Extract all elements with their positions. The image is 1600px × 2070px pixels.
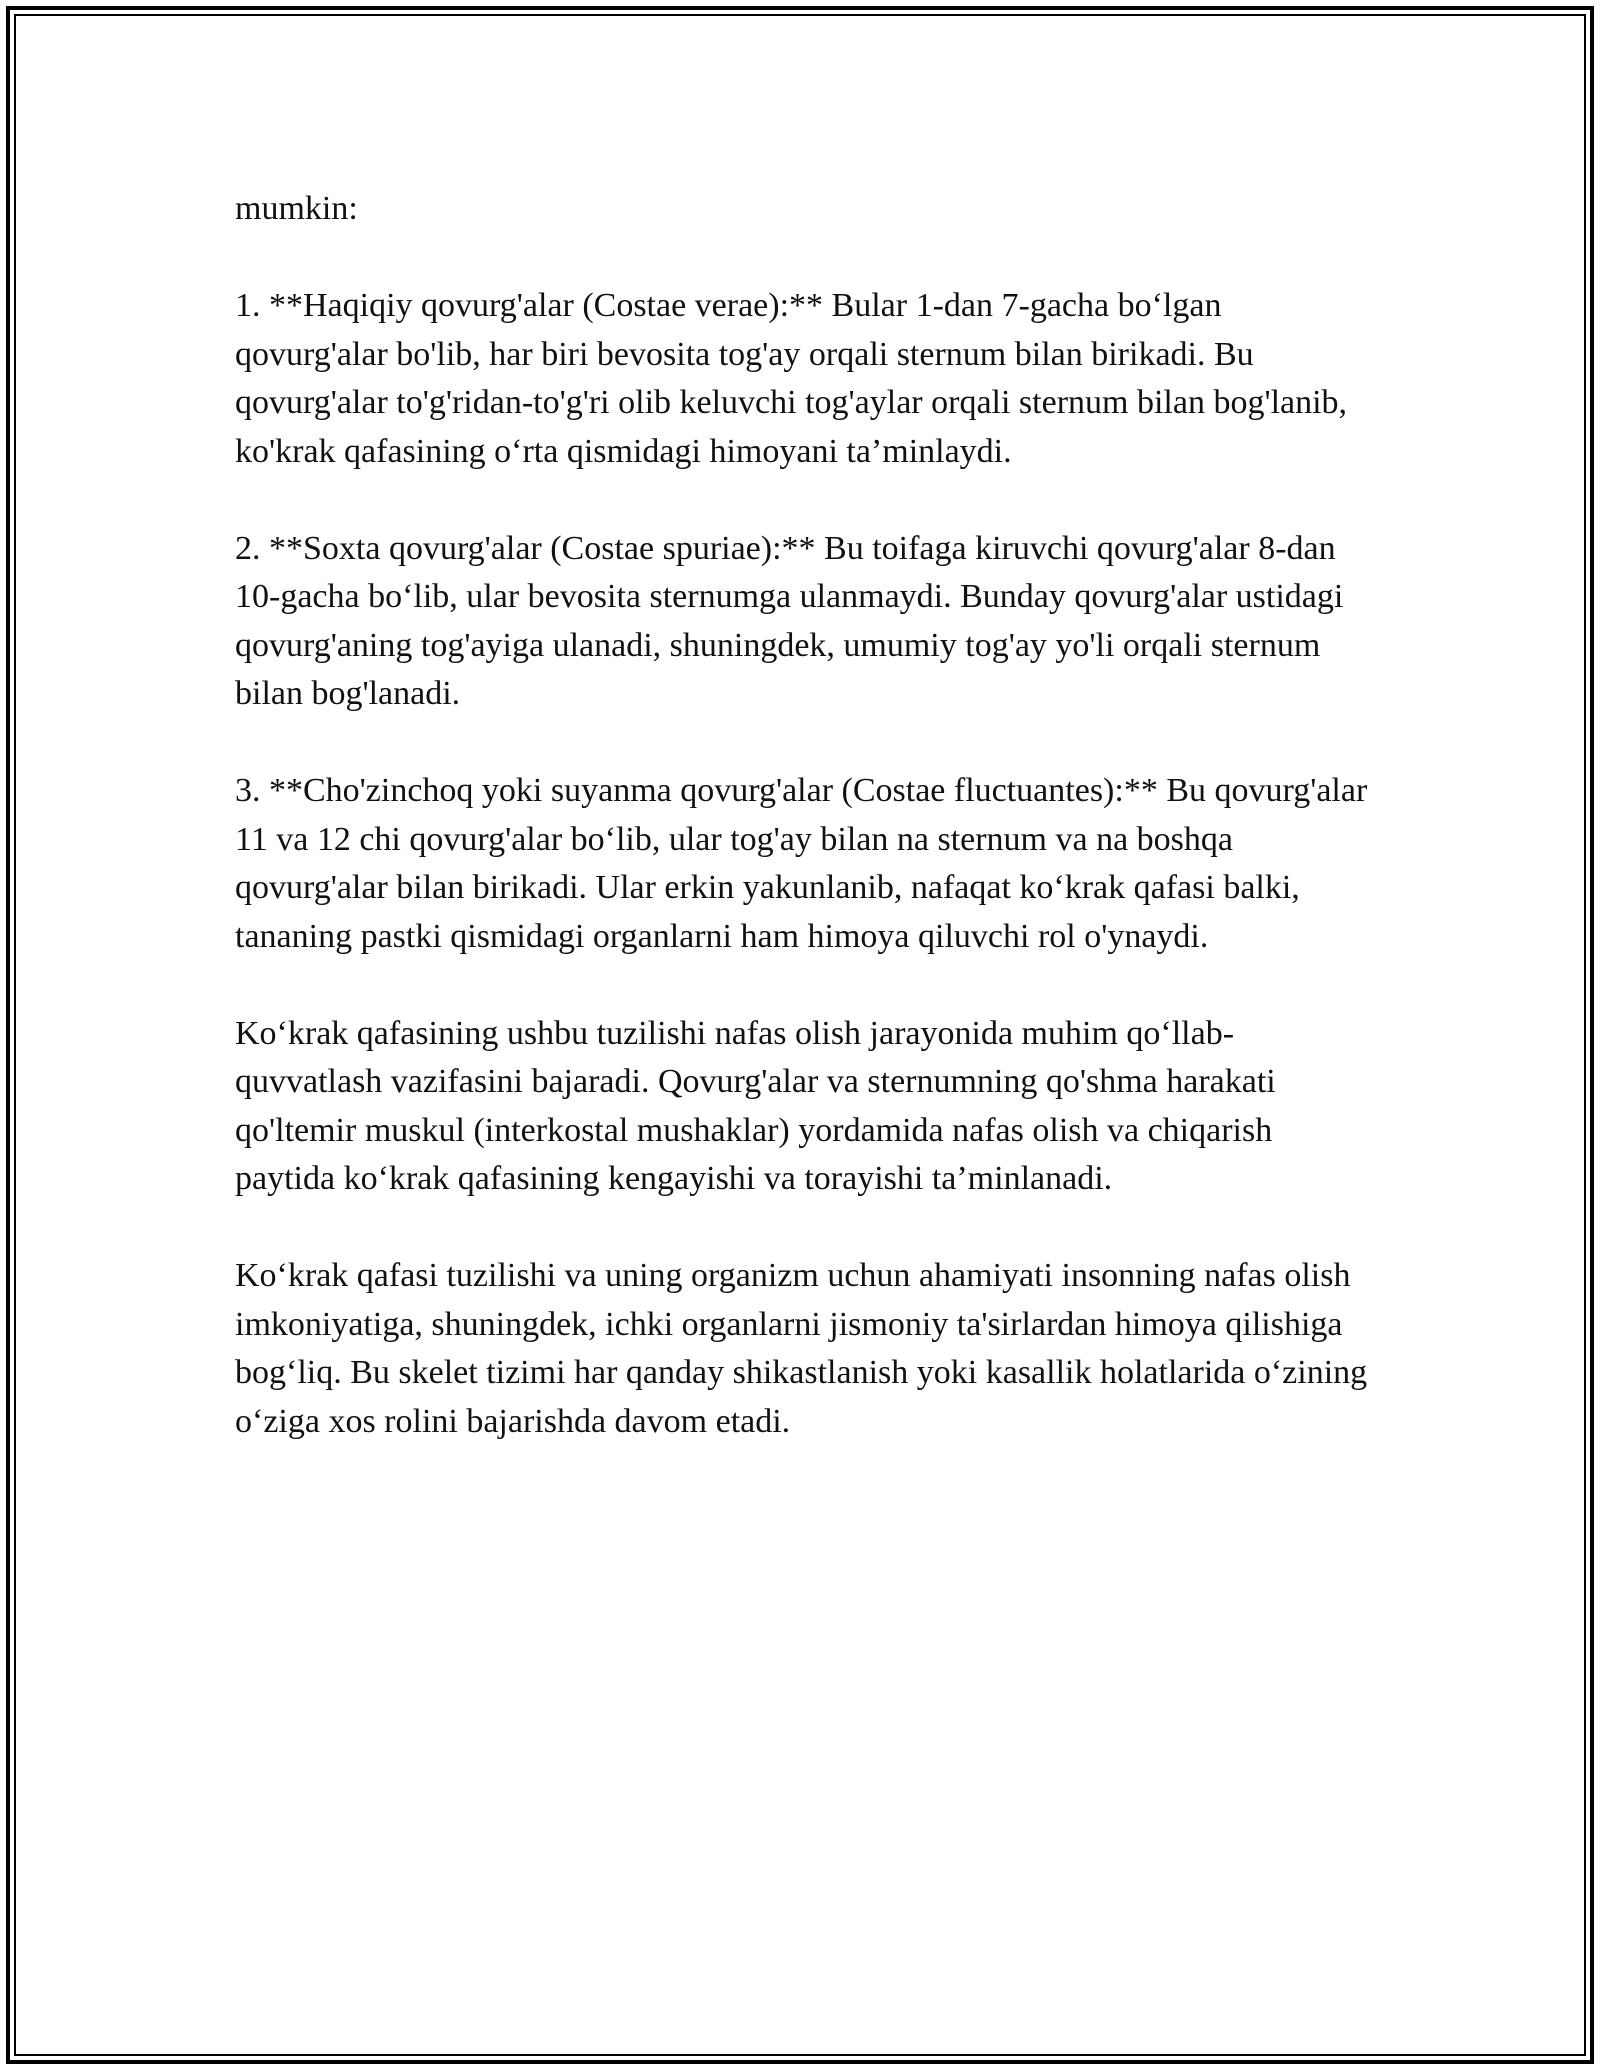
document-body [235, 185, 1375, 1495]
paragraph-conclusion: Ko‘krak qafasi tuzilishi va uning organizm uchun ahamiyati insonning nafas olish imkoniyatiga, shuningdek, ichki organlarni jismoniy ta'sirlardan himoya qilishiga bog‘liq. Bu skelet tizimi har qanday shikastlanish yoki kasallik holatlarida o‘zining o‘ziga xos rolini bajarishda davom etadi. [235, 1257, 1368, 1440]
paragraph-false-ribs: 2. **Soxta qovurg'alar (Costae spuriae):** Bu toifaga kiruvchi qovurg'alar 8-dan 10-gacha bo‘lib, ular bevosita sternumga ulanmaydi. Bunday qovurg'alar ustidagi qovurg'aning tog'ayiga ulanadi, shuningdek, umumiy tog'ay yo'li orqali sternum bilan bog'lanadi. [235, 529, 1344, 712]
paragraph-true-ribs: 1. **Haqiqiy qovurg'alar (Costae verae):** Bular 1-dan 7-gacha bo‘lgan qovurg'alar bo'lib, har biri bevosita tog'ay orqali sternum bilan birikadi. Bu qovurg'alar to'g'ridan-to'g'ri olib keluvchi tog'aylar orqali sternum bilan bog'lanib, ko'krak qafasining o‘rta qismidagi himoyani ta’minlaydi. [235, 287, 1348, 470]
paragraph-breathing-function: Ko‘krak qafasining ushbu tuzilishi nafas olish jarayonida muhim qo‘llab-quvvatlash vazifasini bajaradi. Qovurg'alar va sternumning qo'shma harakati qo'ltemir muskul (interkostal mushaklar) yordamida nafas olish va chiqarish paytida ko‘krak qafasining kengayishi va torayishi ta’minlanadi. [235, 1014, 1276, 1197]
paragraph-floating-ribs: 3. **Cho'zinchoq yoki suyanma qovurg'alar (Costae fluctuantes):** Bu qovurg'alar 11 va 12 chi qovurg'alar bo‘lib, ular tog'ay bilan na sternum va na boshqa qovurg'alar bilan birikadi. Ular erkin yakunlanib, nafaqat ko‘krak qafasi balki, tananing pastki qismidagi organlarni ham himoya qiluvchi rol o'ynaydi. [235, 772, 1368, 955]
paragraph-intro: mumkin: [235, 190, 358, 227]
